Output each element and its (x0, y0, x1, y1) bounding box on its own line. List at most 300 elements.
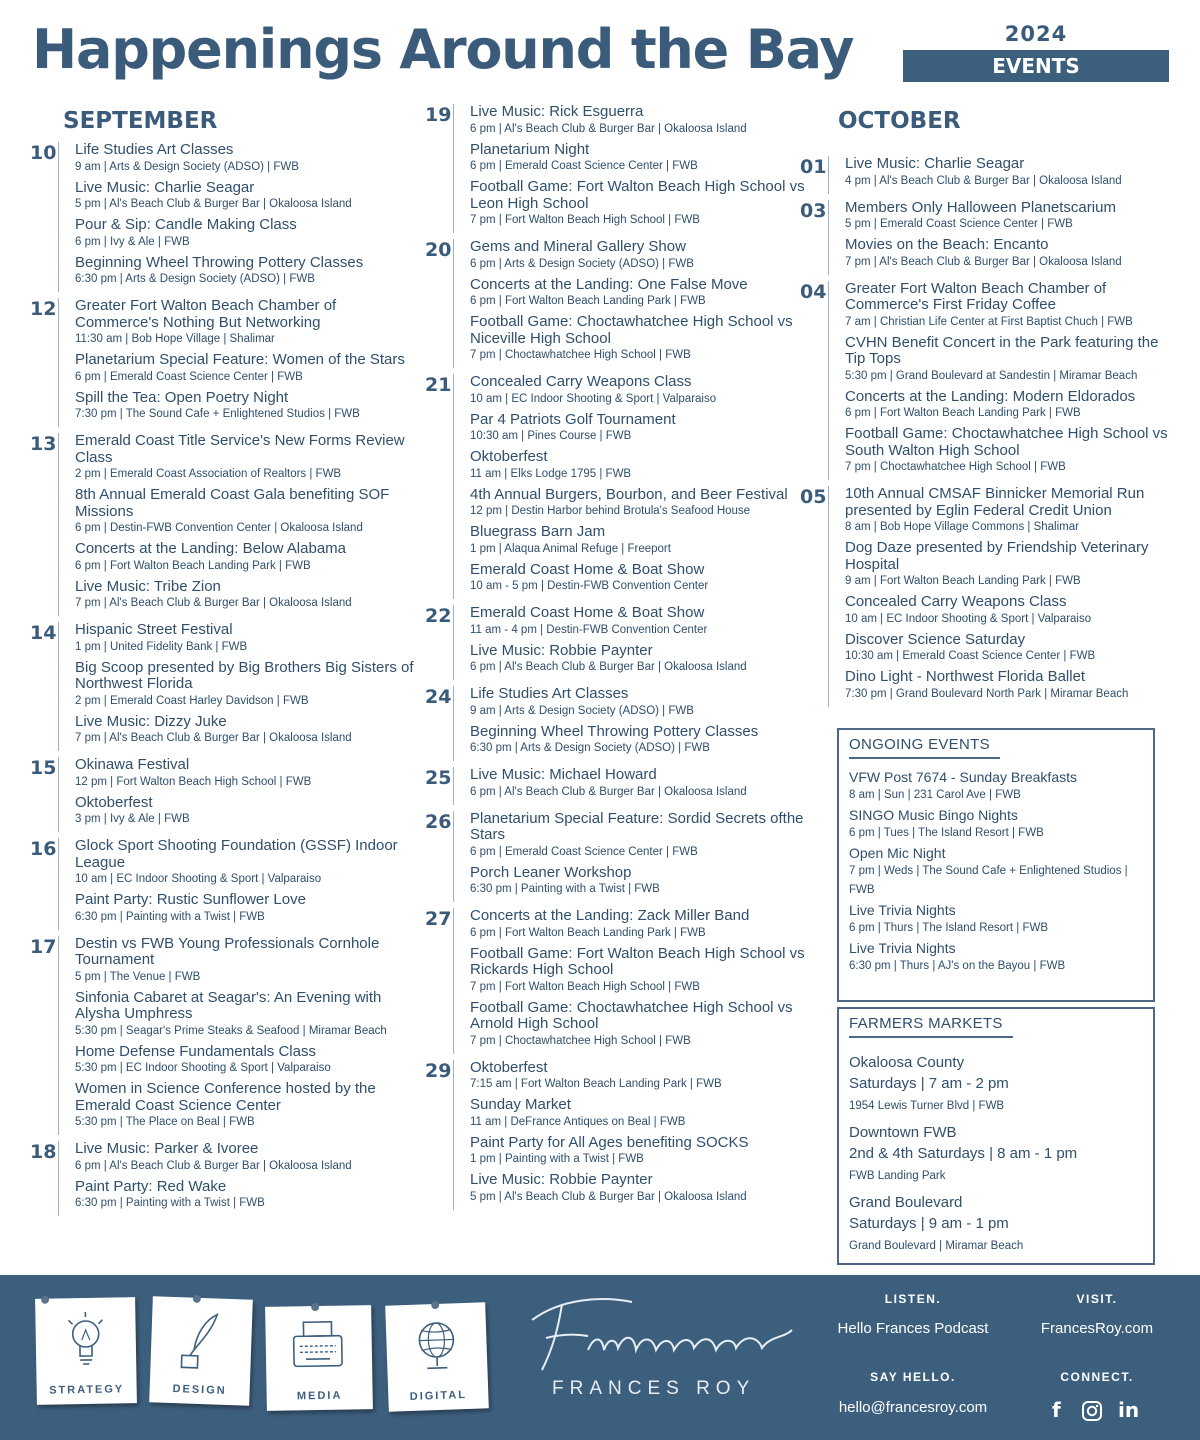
ongoing-event-title: SINGO Music Bingo Nights (849, 807, 1018, 823)
event-title: Discover Science Saturday (845, 630, 1026, 648)
day-block (425, 908, 810, 1054)
event-title: Members Only Halloween Planetscarium (845, 198, 1116, 216)
day-number: 05 (800, 486, 827, 508)
say-hello-heading: SAY HELLO. (870, 1370, 956, 1384)
september-column-1 (30, 108, 415, 1222)
day-number: 19 (425, 104, 452, 126)
event-item (75, 660, 415, 710)
connect-heading: CONNECT. (1060, 1370, 1134, 1384)
day-events (453, 1060, 810, 1210)
event-title: Live Music: Tribe Zion (75, 577, 221, 595)
event-item (470, 865, 810, 899)
month-heading-october: OCTOBER (838, 108, 961, 134)
september-column-2 (425, 104, 810, 1216)
event-item (470, 767, 810, 801)
events-badge: EVENTS (903, 50, 1169, 82)
event-title: Live Music: Rick Esguerra (470, 103, 644, 120)
event-details: 7:15 am | Fort Walton Beach Landing Park | FWB (470, 1078, 722, 1090)
digital-label: DIGITAL (409, 1388, 468, 1403)
day-block (425, 1060, 810, 1210)
event-details: 5 pm | Al's Beach Club & Burger Bar | Okaloosa Island (75, 198, 352, 210)
typewriter-icon (287, 1318, 348, 1375)
farmers-market-schedule: Saturdays | 7 am - 2 pm (849, 1075, 1009, 1092)
event-item (470, 1172, 810, 1206)
event-item (470, 314, 810, 364)
farmers-market-title: Grand Boulevard (849, 1194, 963, 1211)
day-block (425, 104, 810, 233)
event-details: 7:30 pm | Grand Boulevard North Park | Miramar Beach (845, 687, 1129, 700)
event-item (470, 104, 810, 138)
event-item (75, 757, 415, 791)
event-details: 5 pm | The Venue | FWB (75, 970, 201, 983)
design-card (149, 1296, 253, 1405)
event-title: Movies on the Beach: Encanto (845, 236, 1049, 253)
event-title: 8th Annual Emerald Coast Gala benefiting SOF Missions (75, 486, 390, 520)
day-block (800, 156, 1170, 194)
event-item (470, 643, 810, 677)
day-block (425, 767, 810, 805)
digital-card (385, 1302, 489, 1411)
event-item (75, 541, 415, 575)
event-title: Sunday Market (470, 1096, 571, 1113)
day-events (58, 298, 415, 427)
event-item (845, 237, 1170, 271)
event-details: 1 pm | Alaqua Animal Refuge | Freeport (470, 542, 671, 555)
ongoing-events-heading: ONGOING EVENTS (849, 736, 1000, 759)
event-item (75, 390, 415, 424)
event-details: 5 pm | Al's Beach Club & Burger Bar | Okaloosa Island (470, 1190, 747, 1203)
day-block (800, 200, 1170, 275)
ongoing-event-details: 8 am | Sun | 231 Carol Ave | FWB (849, 789, 1021, 801)
event-item (470, 179, 810, 229)
pin-icon (431, 1301, 439, 1309)
ongoing-event-details: 7 pm | Weds | The Sound Cafe + Enlightened Studios | FWB (849, 865, 1128, 896)
day-events (58, 1141, 415, 1216)
ongoing-event-title: Open Mic Night (849, 845, 946, 861)
event-details: 6 pm | Emerald Coast Science Center | FWB (470, 160, 698, 172)
event-title: 10th Annual CMSAF Binnicker Memorial Run presented by Eglin Federal Credit Union (845, 485, 1145, 519)
event-details: 5:30 pm | Grand Boulevard at Sandestin | Miramar Beach (845, 369, 1138, 382)
event-title: Pour & Sip: Candle Making Class (75, 216, 297, 233)
day-events (58, 622, 415, 751)
event-details: 10:30 am | Emerald Coast Science Center | FWB (845, 650, 1096, 662)
event-item (75, 180, 415, 214)
day-number: 18 (30, 1141, 57, 1163)
day-events (453, 374, 810, 599)
day-number: 03 (800, 199, 827, 222)
event-details: 7 pm | Fort Walton Beach High School | FWB (470, 980, 700, 993)
event-details: 10 am - 5 pm | Destin-FWB Convention Center (470, 580, 709, 592)
event-title: Greater Fort Walton Beach Chamber of Commerce's Nothing But Networking (75, 297, 337, 331)
event-title: Paint Party: Red Wake (75, 1177, 227, 1195)
day-events (58, 838, 415, 930)
event-item (845, 669, 1170, 703)
farmers-market-schedule: Saturdays | 9 am - 1 pm (849, 1215, 1009, 1232)
day-events (453, 908, 810, 1054)
event-title: CVHN Benefit Concert in the Park featuring the Tip Tops (845, 333, 1159, 367)
day-events (828, 200, 1170, 275)
podcast-link[interactable]: Hello Frances Podcast (837, 1320, 989, 1337)
day-events (58, 757, 415, 832)
event-item (75, 990, 415, 1040)
day-events (58, 433, 415, 616)
event-details: 9 am | Arts & Design Society (ADSO) | FWB (470, 704, 694, 717)
event-title: Paint Party: Rustic Sunflower Love (75, 891, 306, 908)
day-events (828, 281, 1170, 481)
event-title: Live Music: Robbie Paynter (470, 641, 653, 659)
event-details: 1 pm | United Fidelity Bank | FWB (75, 640, 248, 653)
day-block (30, 433, 415, 616)
event-details: 6 pm | Al's Beach Club & Burger Bar | Okaloosa Island (470, 122, 747, 135)
day-number: 24 (425, 686, 452, 708)
event-title: Hispanic Street Festival (75, 621, 233, 638)
ongoing-event-title: VFW Post 7674 - Sunday Breakfasts (849, 769, 1077, 785)
event-item (470, 562, 810, 596)
event-title: Okinawa Festival (75, 756, 190, 773)
event-title: Oktoberfest (75, 793, 153, 811)
day-block (425, 686, 810, 761)
event-details: 12 pm | Fort Walton Beach High School | FWB (75, 775, 312, 788)
event-details: 6 pm | Arts & Design Society (ADSO) | FWB (470, 257, 694, 270)
event-title: Concealed Carry Weapons Class (470, 373, 692, 390)
event-item (470, 1135, 810, 1169)
event-title: Planetarium Special Feature: Women of the Stars (75, 351, 405, 368)
event-title: Home Defense Fundamentals Class (75, 1042, 316, 1060)
day-events (453, 767, 810, 805)
media-label: MEDIA (296, 1389, 343, 1403)
day-block (425, 811, 810, 903)
day-number: 14 (30, 622, 57, 644)
event-item (845, 200, 1170, 234)
event-details: 6 pm | Ivy & Ale | FWB (75, 235, 190, 248)
event-title: Spill the Tea: Open Poetry Night (75, 388, 289, 406)
day-number: 15 (30, 757, 57, 779)
event-item (470, 142, 810, 176)
event-title: Dino Light - Northwest Florida Ballet (845, 668, 1086, 685)
event-item (470, 908, 810, 942)
event-details: 11:30 am | Bob Hope Village | Shalimar (75, 333, 275, 345)
event-title: Concerts at the Landing: Zack Miller Band (470, 907, 750, 924)
event-details: 2 pm | Emerald Coast Association of Realtors | FWB (75, 468, 342, 480)
event-details: 7 am | Christian Life Center at First Baptist Chuch | FWB (845, 315, 1133, 328)
event-item (470, 487, 810, 521)
globe-icon (411, 1315, 463, 1377)
event-details: 6 pm | Fort Walton Beach Landing Park | FWB (75, 559, 311, 572)
event-details: 9 am | Fort Walton Beach Landing Park | FWB (845, 575, 1081, 587)
event-title: Dog Daze presented by Friendship Veterinary Hospital (845, 539, 1149, 573)
pin-icon (311, 1303, 319, 1311)
event-item (470, 412, 810, 446)
event-title: Beginning Wheel Throwing Pottery Classes (470, 722, 759, 740)
event-title: Live Music: Charlie Seagar (75, 178, 255, 196)
event-details: 5:30 pm | EC Indoor Shooting & Sport | Valparaiso (75, 1062, 331, 1074)
event-title: Planetarium Night (470, 140, 590, 158)
day-block (30, 298, 415, 427)
event-item (470, 1097, 810, 1131)
strategy-card (35, 1297, 137, 1405)
event-item (75, 352, 415, 386)
day-number: 29 (425, 1059, 452, 1082)
event-item (75, 622, 415, 656)
event-item (470, 239, 810, 273)
event-item (470, 524, 810, 558)
event-title: Glock Sport Shooting Foundation (GSSF) Indoor League (75, 837, 398, 871)
event-item (845, 594, 1170, 628)
event-item (470, 605, 810, 639)
event-details: 10 am | EC Indoor Shooting & Sport | Valparaiso (75, 873, 322, 885)
event-item (470, 686, 810, 720)
day-events (828, 156, 1170, 194)
event-item (75, 795, 415, 829)
year-label: 2024 (1004, 22, 1068, 46)
day-block (30, 622, 415, 751)
event-item (470, 811, 810, 861)
event-details: 6:30 pm | Arts & Design Society (ADSO) | FWB (470, 742, 710, 754)
listen-heading: LISTEN. (884, 1292, 942, 1306)
event-details: 7 pm | Choctawhatchee High School | FWB (470, 1034, 691, 1047)
day-block (425, 605, 810, 680)
event-title: Live Music: Michael Howard (470, 766, 657, 783)
day-events (828, 486, 1170, 707)
event-item (75, 217, 415, 251)
event-item (470, 277, 810, 311)
event-item (75, 255, 415, 289)
event-details: 8 am | Bob Hope Village Commons | Shalimar (845, 521, 1079, 533)
event-title: Live Music: Dizzy Juke (75, 712, 227, 730)
event-title: Emerald Coast Home & Boat Show (470, 604, 705, 621)
event-details: 10 am | EC Indoor Shooting & Sport | Valparaiso (470, 392, 717, 405)
instagram-icon[interactable] (1081, 1400, 1103, 1422)
day-number: 16 (30, 838, 57, 860)
event-item (75, 433, 415, 483)
day-events (453, 104, 810, 233)
event-item (470, 946, 810, 996)
event-item (75, 892, 415, 926)
event-item (75, 487, 415, 537)
event-item (75, 1081, 415, 1131)
visit-heading: VISIT. (1076, 1292, 1118, 1306)
event-details: 7:30 pm | The Sound Cafe + Enlightened Studios | FWB (75, 408, 360, 420)
day-number: 20 (425, 239, 452, 261)
event-details: 12 pm | Destin Harbor behind Brotula's Seafood House (470, 505, 751, 517)
event-title: Gems and Mineral Gallery Show (470, 238, 686, 255)
event-details: 10:30 am | Pines Course | FWB (470, 430, 632, 442)
event-item (470, 449, 810, 483)
day-block (30, 757, 415, 832)
day-block (30, 142, 415, 292)
event-title: Live Music: Charlie Seagar (845, 155, 1025, 172)
event-title: Emerald Coast Home & Boat Show (470, 560, 705, 578)
day-events (58, 142, 415, 292)
event-title: Planetarium Special Feature: Sordid Secrets ofthe Stars (470, 809, 804, 843)
event-title: Life Studies Art Classes (470, 685, 629, 702)
logo-name: FRANCES ROY (552, 1378, 756, 1399)
event-details: 6 pm | Al's Beach Club & Burger Bar | Okaloosa Island (470, 661, 747, 673)
pin-icon (41, 1296, 49, 1304)
facebook-icon[interactable]: f (1052, 1398, 1061, 1422)
event-details: 10 am | EC Indoor Shooting & Sport | Valparaiso (845, 612, 1092, 625)
event-details: 11 am - 4 pm | Destin-FWB Convention Center (470, 623, 708, 636)
event-title: Concerts at the Landing: Modern Eldorados (845, 387, 1136, 405)
event-title: Life Studies Art Classes (75, 141, 234, 158)
event-title: Bluegrass Barn Jam (470, 523, 606, 540)
event-details: 6:30 pm | Painting with a Twist | FWB (75, 910, 265, 923)
event-title: Football Game: Fort Walton Beach High School vs Rickards High School (470, 944, 805, 978)
event-details: 6 pm | Destin-FWB Convention Center | Okaloosa Island (75, 522, 363, 534)
event-details: 5:30 pm | The Place on Beal | FWB (75, 1116, 255, 1128)
pin-icon (193, 1295, 201, 1303)
day-events (58, 936, 415, 1136)
day-block (800, 486, 1170, 707)
event-title: Sinfonia Cabaret at Seagar's: An Evening with Alysha Umphress (75, 988, 382, 1022)
day-block (425, 239, 810, 368)
event-details: 11 am | Elks Lodge 1795 | FWB (470, 467, 632, 480)
event-item (845, 335, 1170, 385)
ongoing-event-details: 6 pm | Thurs | The Island Resort | FWB (849, 922, 1048, 934)
event-details: 7 pm | Al's Beach Club & Burger Bar | Okaloosa Island (75, 732, 352, 744)
day-block (30, 1141, 415, 1216)
day-number: 13 (30, 433, 57, 455)
event-title: 4th Annual Burgers, Bourbon, and Beer Festival (470, 485, 788, 503)
event-title: Live Music: Robbie Paynter (470, 1171, 653, 1188)
day-block (30, 936, 415, 1136)
event-title: Oktoberfest (470, 448, 548, 465)
farmers-markets-heading: FARMERS MARKETS (849, 1015, 1013, 1038)
event-details: 6 pm | Fort Walton Beach Landing Park | FWB (470, 295, 706, 307)
farmers-market-title: Downtown FWB (849, 1124, 957, 1141)
ongoing-event-details: 6 pm | Tues | The Island Resort | FWB (849, 827, 1044, 839)
event-details: 7 pm | Choctawhatchee High School | FWB (845, 461, 1066, 473)
event-item (845, 281, 1170, 331)
website-link[interactable]: FrancesRoy.com (1040, 1320, 1154, 1337)
event-item (470, 1060, 810, 1094)
event-title: Women in Science Conference hosted by the Emerald Coast Science Center (75, 1080, 376, 1114)
event-details: 5 pm | Emerald Coast Science Center | FWB (845, 218, 1073, 230)
october-column (800, 108, 1170, 713)
day-number: 21 (425, 374, 452, 396)
farmers-market-meta: FWB Landing Park (849, 1170, 946, 1182)
event-title: Live Music: Parker & Ivoree (75, 1140, 259, 1157)
day-block (30, 838, 415, 930)
event-details: 6 pm | Emerald Coast Science Center | FWB (75, 370, 303, 383)
event-title: Concerts at the Landing: Below Alabama (75, 540, 347, 557)
media-card (265, 1305, 373, 1411)
ongoing-events-box (837, 728, 1155, 1002)
event-title: Concerts at the Landing: One False Move (470, 275, 748, 293)
event-item (845, 486, 1170, 536)
event-details: 6 pm | Al's Beach Club & Burger Bar | Okaloosa Island (470, 785, 747, 798)
day-events (453, 686, 810, 761)
month-heading-september: SEPTEMBER (63, 108, 218, 134)
event-item (845, 426, 1170, 476)
event-item (845, 389, 1170, 423)
event-details: 6 pm | Fort Walton Beach Landing Park | FWB (845, 407, 1081, 419)
event-item (75, 1179, 415, 1213)
event-details: 6 pm | Emerald Coast Science Center | FWB (470, 845, 698, 858)
event-details: 3 pm | Ivy & Ale | FWB (75, 813, 190, 825)
event-title: Porch Leaner Workshop (470, 863, 632, 881)
day-number: 12 (30, 298, 57, 320)
event-title: Par 4 Patriots Golf Tournament (470, 410, 676, 428)
event-item (75, 579, 415, 613)
event-details: 6 pm | Al's Beach Club & Burger Bar | Okaloosa Island (75, 1159, 352, 1172)
event-details: 6:30 pm | Arts & Design Society (ADSO) | FWB (75, 273, 315, 285)
day-number: 22 (425, 605, 452, 627)
event-title: Beginning Wheel Throwing Pottery Classes (75, 253, 364, 271)
event-item (470, 1000, 810, 1050)
ongoing-event-details: 6:30 pm | Thurs | AJ's on the Bayou | FWB (849, 960, 1066, 972)
event-title: Paint Party for All Ages benefiting SOCKS (470, 1133, 749, 1151)
event-details: 6 pm | Fort Walton Beach Landing Park | FWB (470, 926, 706, 939)
frances-script-logo (522, 1290, 802, 1380)
page-title: Happenings Around the Bay (32, 18, 854, 81)
strategy-label: STRATEGY (49, 1383, 125, 1397)
event-title: Greater Fort Walton Beach Chamber of Commerce's First Friday Coffee (845, 279, 1107, 313)
event-item (75, 142, 415, 176)
event-details: 1 pm | Painting with a Twist | FWB (470, 1153, 644, 1165)
event-item (75, 1141, 415, 1175)
event-item (75, 838, 415, 888)
event-title: Football Game: Choctawhatchee High School vs Niceville High School (470, 313, 793, 347)
event-details: 2 pm | Emerald Coast Harley Davidson | FWB (75, 694, 309, 707)
event-item (845, 156, 1170, 190)
event-item (75, 714, 415, 748)
event-title: Football Game: Fort Walton Beach High School vs Leon High School (470, 178, 805, 212)
farmers-markets-box (837, 1007, 1155, 1265)
event-item (470, 374, 810, 408)
farmers-market-meta: 1954 Lewis Turner Blvd | FWB (849, 1100, 1005, 1112)
event-title: Emerald Coast Title Service's New Forms Review Class (75, 432, 405, 466)
day-events (453, 811, 810, 903)
day-number: 01 (800, 156, 827, 178)
event-title: Destin vs FWB Young Professionals Cornhole Tournament (75, 934, 380, 968)
event-details: 6:30 pm | Painting with a Twist | FWB (470, 883, 660, 895)
farmers-market-title: Okaloosa County (849, 1054, 965, 1071)
event-details: 6:30 pm | Painting with a Twist | FWB (75, 1197, 265, 1209)
event-item (75, 936, 415, 986)
day-number: 26 (425, 810, 452, 833)
event-item (75, 1044, 415, 1078)
event-details: 7 pm | Fort Walton Beach High School | FWB (470, 214, 700, 226)
event-title: Big Scoop presented by Big Brothers Big Sisters of Northwest Florida (75, 658, 414, 692)
event-details: 9 am | Arts & Design Society (ADSO) | FWB (75, 160, 299, 173)
farmers-market-meta: Grand Boulevard | Miramar Beach (849, 1240, 1024, 1252)
day-events (453, 605, 810, 680)
email-link[interactable]: hello@francesroy.com (838, 1399, 988, 1416)
design-label: DESIGN (172, 1383, 227, 1397)
day-number: 04 (800, 280, 827, 303)
ongoing-event-title: Live Trivia Nights (849, 940, 956, 956)
linkedin-icon[interactable]: in (1118, 1398, 1140, 1422)
ongoing-event-title: Live Trivia Nights (849, 902, 956, 918)
event-item (845, 632, 1170, 666)
day-number: 27 (425, 908, 452, 930)
event-item (75, 298, 415, 348)
event-title: Football Game: Choctawhatchee High School vs Arnold High School (470, 998, 793, 1032)
day-events (453, 239, 810, 368)
event-details: 11 am | DeFrance Antiques on Beal | FWB (470, 1115, 686, 1128)
event-title: Football Game: Choctawhatchee High School vs South Walton High School (845, 425, 1168, 459)
event-title: Concealed Carry Weapons Class (845, 593, 1067, 610)
day-block (425, 374, 810, 599)
farmers-market-schedule: 2nd & 4th Saturdays | 8 am - 1 pm (849, 1145, 1078, 1162)
day-number: 17 (30, 935, 57, 958)
event-item (845, 540, 1170, 590)
event-details: 5:30 pm | Seagar's Prime Steaks & Seafood | Miramar Beach (75, 1024, 387, 1037)
event-details: 4 pm | Al's Beach Club & Burger Bar | Okaloosa Island (845, 174, 1122, 187)
event-details: 7 pm | Al's Beach Club & Burger Bar | Okaloosa Island (845, 255, 1122, 268)
day-block (800, 281, 1170, 481)
